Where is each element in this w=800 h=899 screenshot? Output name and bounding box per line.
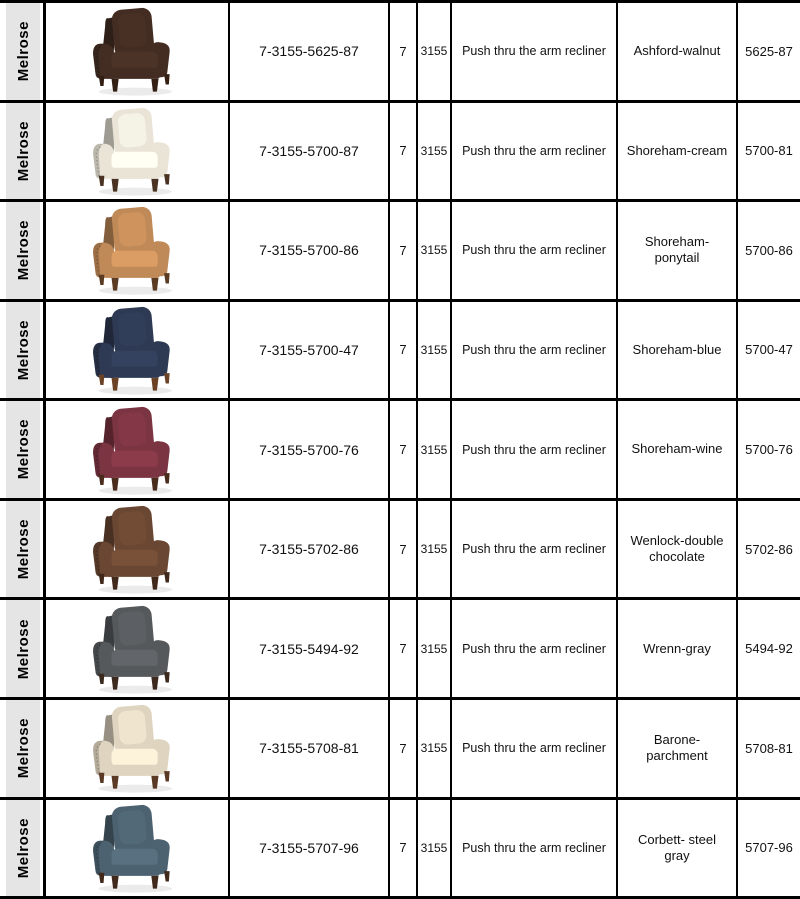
brand-cell: [0, 700, 46, 797]
collection-cell: 3155: [418, 501, 452, 598]
color-code-cell: 5708-81: [738, 700, 800, 797]
sku-cell: 7-3155-5700-87: [230, 103, 390, 200]
description-cell: Push thru the arm recliner: [452, 202, 618, 299]
qty-cell: 7: [390, 800, 418, 897]
collection-cell: 3155: [418, 600, 452, 697]
description-cell: Push thru the arm recliner: [452, 800, 618, 897]
sku-cell: 7-3155-5707-96: [230, 800, 390, 897]
table-row: [0, 302, 798, 402]
color-code-cell: 5707-96: [738, 800, 800, 897]
brand-label-background: [6, 600, 40, 697]
product-image-cell: [46, 800, 230, 897]
brand-label-background: [6, 302, 40, 399]
color-code-cell: 5700-81: [738, 103, 800, 200]
brand-label-background: [6, 202, 40, 299]
recliner-chair-image: [64, 403, 210, 497]
collection-cell: 3155: [418, 700, 452, 797]
qty-cell: 7: [390, 501, 418, 598]
color-code-cell: 5625-87: [738, 3, 800, 100]
color-name-cell: Barone-parchment: [618, 700, 738, 797]
brand-label-background: [6, 401, 40, 498]
color-name-cell: Corbett- steel gray: [618, 800, 738, 897]
color-name-cell: Wenlock-double chocolate: [618, 501, 738, 598]
table-row: [0, 401, 798, 501]
color-name-cell: Shoreham-ponytail: [618, 202, 738, 299]
collection-cell: 3155: [418, 401, 452, 498]
brand-label: Melrose: [14, 618, 32, 679]
collection-cell: 3155: [418, 3, 452, 100]
collection-cell: 3155: [418, 302, 452, 399]
brand-label: Melrose: [14, 718, 32, 779]
recliner-chair-image: [64, 4, 210, 98]
product-image-cell: [46, 501, 230, 598]
product-image-cell: [46, 202, 230, 299]
recliner-chair-image: [64, 203, 210, 297]
table-row: [0, 3, 798, 103]
description-cell: Push thru the arm recliner: [452, 3, 618, 100]
qty-cell: 7: [390, 401, 418, 498]
brand-cell: [0, 103, 46, 200]
collection-cell: 3155: [418, 202, 452, 299]
recliner-chair-image: [64, 701, 210, 795]
table-row: [0, 600, 798, 700]
sku-cell: 7-3155-5494-92: [230, 600, 390, 697]
qty-cell: 7: [390, 302, 418, 399]
product-image-cell: [46, 600, 230, 697]
recliner-chair-image: [64, 303, 210, 397]
description-cell: Push thru the arm recliner: [452, 103, 618, 200]
color-code-cell: 5700-47: [738, 302, 800, 399]
brand-label: Melrose: [14, 518, 32, 580]
brand-label-background: [6, 800, 40, 897]
brand-cell: [0, 302, 46, 399]
recliner-chair-image: [64, 801, 210, 895]
brand-label: Melrose: [14, 419, 32, 480]
brand-label: Melrose: [14, 120, 32, 181]
collection-cell: 3155: [418, 800, 452, 897]
sku-cell: 7-3155-5702-86: [230, 501, 390, 598]
color-code-cell: 5494-92: [738, 600, 800, 697]
brand-label: Melrose: [14, 817, 32, 878]
description-cell: Push thru the arm recliner: [452, 600, 618, 697]
brand-label-background: [6, 700, 40, 797]
brand-cell: [0, 600, 46, 697]
color-name-cell: Shoreham-wine: [618, 401, 738, 498]
sku-cell: 7-3155-5700-86: [230, 202, 390, 299]
color-code-cell: 5702-86: [738, 501, 800, 598]
brand-label-background: [6, 501, 40, 598]
qty-cell: 7: [390, 700, 418, 797]
recliner-chair-image: [64, 104, 210, 198]
brand-label-background: [6, 103, 40, 200]
qty-cell: 7: [390, 103, 418, 200]
brand-label: Melrose: [14, 220, 32, 281]
sku-cell: 7-3155-5700-47: [230, 302, 390, 399]
brand-label: Melrose: [14, 21, 32, 82]
sku-cell: 7-3155-5625-87: [230, 3, 390, 100]
sku-cell: 7-3155-5700-76: [230, 401, 390, 498]
brand-label: Melrose: [14, 319, 32, 381]
description-cell: Push thru the arm recliner: [452, 501, 618, 598]
table-row: [0, 103, 798, 203]
color-name-cell: Ashford-walnut: [618, 3, 738, 100]
color-name-cell: Shoreham-blue: [618, 302, 738, 399]
recliner-chair-image: [64, 502, 210, 596]
collection-cell: 3155: [418, 103, 452, 200]
product-image-cell: [46, 3, 230, 100]
brand-cell: [0, 401, 46, 498]
brand-cell: [0, 501, 46, 598]
brand-cell: [0, 3, 46, 100]
color-code-cell: 5700-86: [738, 202, 800, 299]
brand-cell: [0, 800, 46, 897]
qty-cell: 7: [390, 600, 418, 697]
table-row: [0, 700, 798, 800]
sku-cell: 7-3155-5708-81: [230, 700, 390, 797]
color-name-cell: Shoreham-cream: [618, 103, 738, 200]
description-cell: Push thru the arm recliner: [452, 302, 618, 399]
brand-cell: [0, 202, 46, 299]
table-row: [0, 800, 798, 897]
table-row: [0, 501, 798, 601]
brand-label-background: [6, 3, 40, 100]
product-image-cell: [46, 401, 230, 498]
table-row: [0, 202, 798, 302]
color-code-cell: 5700-76: [738, 401, 800, 498]
qty-cell: 7: [390, 3, 418, 100]
product-image-cell: [46, 700, 230, 797]
product-image-cell: [46, 103, 230, 200]
qty-cell: 7: [390, 202, 418, 299]
description-cell: Push thru the arm recliner: [452, 401, 618, 498]
description-cell: Push thru the arm recliner: [452, 700, 618, 797]
color-name-cell: Wrenn-gray: [618, 600, 738, 697]
recliner-chair-image: [64, 602, 210, 696]
product-image-cell: [46, 302, 230, 399]
